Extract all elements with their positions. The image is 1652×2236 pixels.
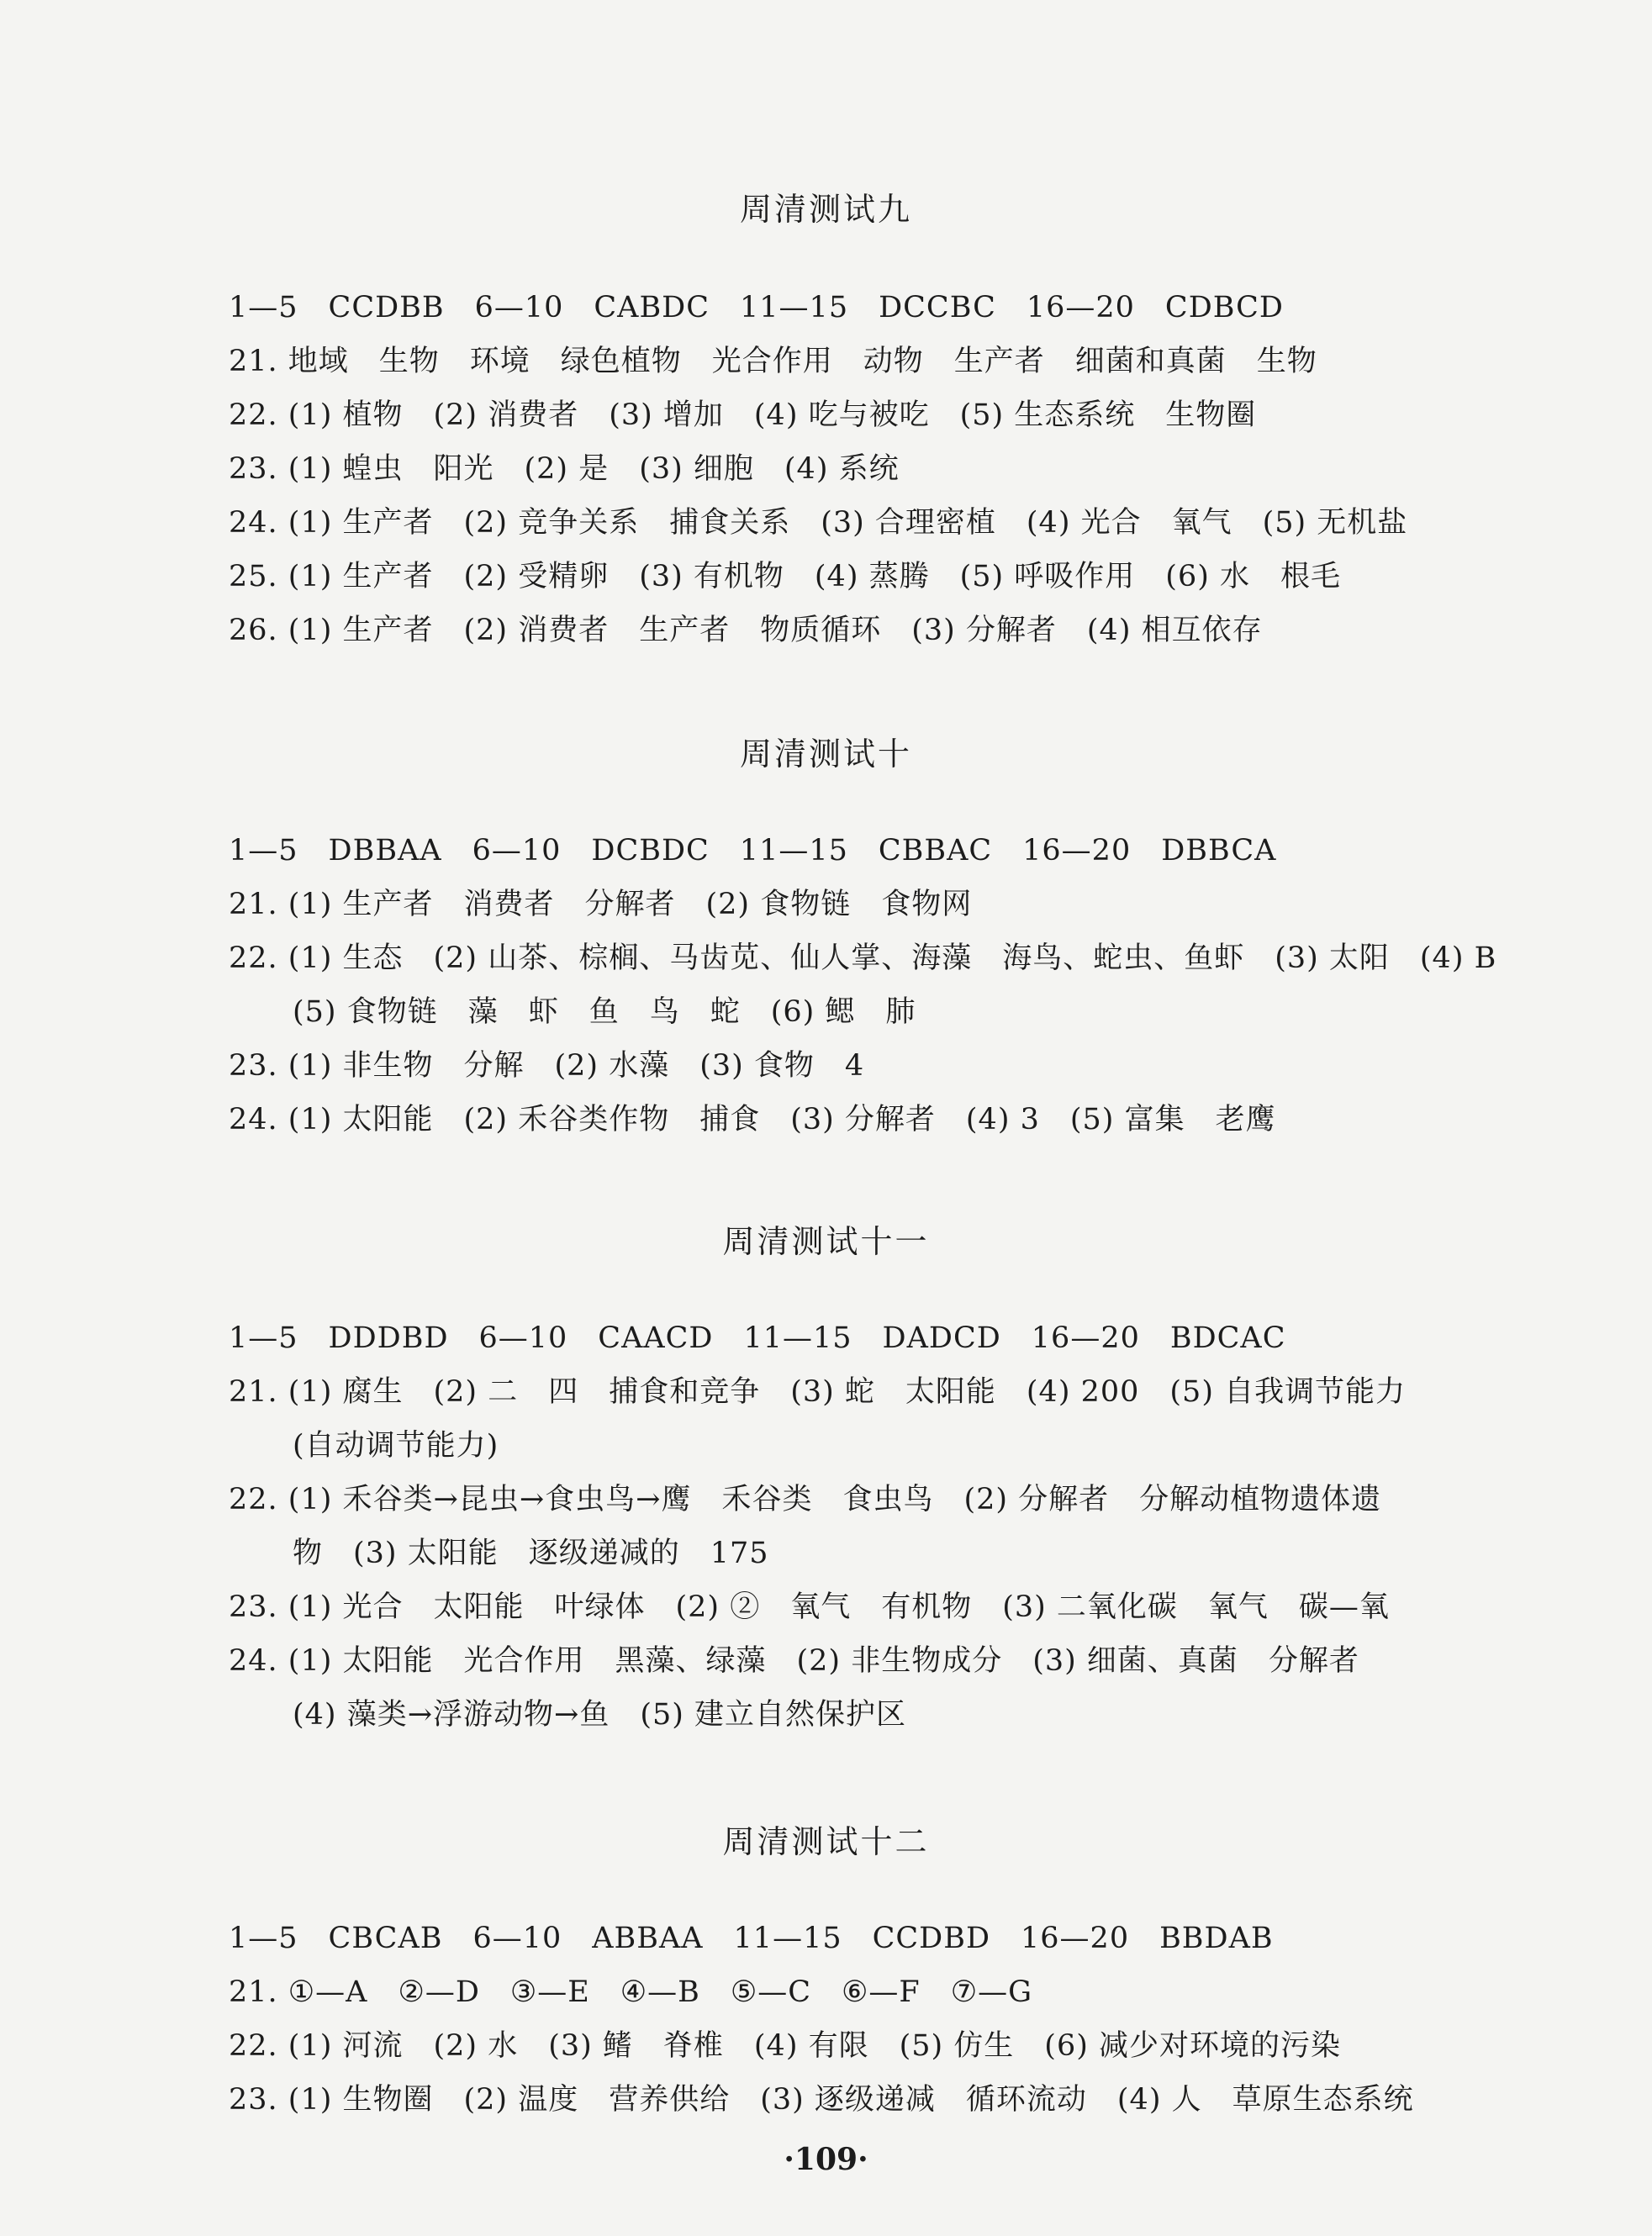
answer-line: 24. (1) 太阳能 (2) 禾谷类作物 捕食 (3) 分解者 (4) 3 (5) 富集 老鹰: [229, 1103, 1276, 1136]
answer-line: 24. (1) 太阳能 光合作用 黑藻、绿藻 (2) 非生物成分 (3) 细菌、真菌 分解者: [229, 1644, 1359, 1678]
answer-line: 1—5 DBBAA 6—10 DCBDC 11—15 CBBAC 16—20 DBBCA: [229, 834, 1277, 868]
page-number: ·109·: [784, 2142, 868, 2177]
answer-line: (自动调节能力): [293, 1429, 499, 1463]
answer-line: 25. (1) 生产者 (2) 受精卵 (3) 有机物 (4) 蒸腾 (5) 呼吸作用 (6) 水 根毛: [229, 560, 1342, 593]
answer-line: 21. (1) 生产者 消费者 分解者 (2) 食物链 食物网: [229, 888, 973, 921]
answer-line: 1—5 CCDBB 6—10 CABDC 11—15 DCCBC 16—20 CDBCD: [229, 291, 1284, 324]
section-title-9: 周清测试九: [739, 191, 912, 228]
answer-line: 23. (1) 非生物 分解 (2) 水藻 (3) 食物 4: [229, 1049, 865, 1083]
answer-line: 21. 地域 生物 环境 绿色植物 光合作用 动物 生产者 细菌和真菌 生物: [229, 345, 1317, 378]
section-title-10: 周清测试十: [739, 736, 912, 773]
answer-line: 23. (1) 蝗虫 阳光 (2) 是 (3) 细胞 (4) 系统: [229, 452, 900, 486]
section-title-12: 周清测试十二: [722, 1823, 930, 1860]
answer-line: (4) 藻类→浮游动物→鱼 (5) 建立自然保护区: [293, 1698, 907, 1732]
answer-line: 22. (1) 河流 (2) 水 (3) 鳍 脊椎 (4) 有限 (5) 仿生 (6) 减少对环境的污染: [229, 2029, 1342, 2063]
answer-line: 1—5 DDDBD 6—10 CAACD 11—15 DADCD 16—20 BDCAC: [229, 1321, 1286, 1355]
answer-line: 23. (1) 生物圈 (2) 温度 营养供给 (3) 逐级递减 循环流动 (4) 人 草原生态系统: [229, 2083, 1414, 2117]
answer-line: 1—5 CBCAB 6—10 ABBAA 11—15 CCDBD 16—20 BBDAB: [229, 1922, 1274, 1955]
answer-line: 22. (1) 生态 (2) 山茶、棕榈、马齿苋、仙人掌、海藻 海鸟、蛇虫、鱼虾 (3) 太阳 (4) B: [229, 941, 1497, 975]
answer-line: 22. (1) 禾谷类→昆虫→食虫鸟→鹰 禾谷类 食虫鸟 (2) 分解者 分解动植物遗体遗: [229, 1483, 1382, 1516]
answer-line: 26. (1) 生产者 (2) 消费者 生产者 物质循环 (3) 分解者 (4) 相互依存: [229, 614, 1263, 647]
answer-line: 24. (1) 生产者 (2) 竞争关系 捕食关系 (3) 合理密植 (4) 光合 氧气 (5) 无机盐: [229, 506, 1408, 540]
answer-line: 23. (1) 光合 太阳能 叶绿体 (2) ② 氧气 有机物 (3) 二氧化碳 氧气 碳—氧: [229, 1590, 1390, 1624]
answer-line: 22. (1) 植物 (2) 消费者 (3) 增加 (4) 吃与被吃 (5) 生态系统 生物圈: [229, 398, 1257, 432]
answer-line: (5) 食物链 藻 虾 鱼 鸟 蛇 (6) 鳃 肺: [293, 995, 916, 1029]
section-title-11: 周清测试十一: [722, 1223, 930, 1260]
answer-line: 物 (3) 太阳能 逐级递减的 175: [293, 1537, 769, 1570]
answer-line: 21. (1) 腐生 (2) 二 四 捕食和竞争 (3) 蛇 太阳能 (4) 200 (5) 自我调节能力: [229, 1375, 1407, 1409]
answer-line: 21. ①—A ②—D ③—E ④—B ⑤—C ⑥—F ⑦—G: [229, 1975, 1033, 2009]
